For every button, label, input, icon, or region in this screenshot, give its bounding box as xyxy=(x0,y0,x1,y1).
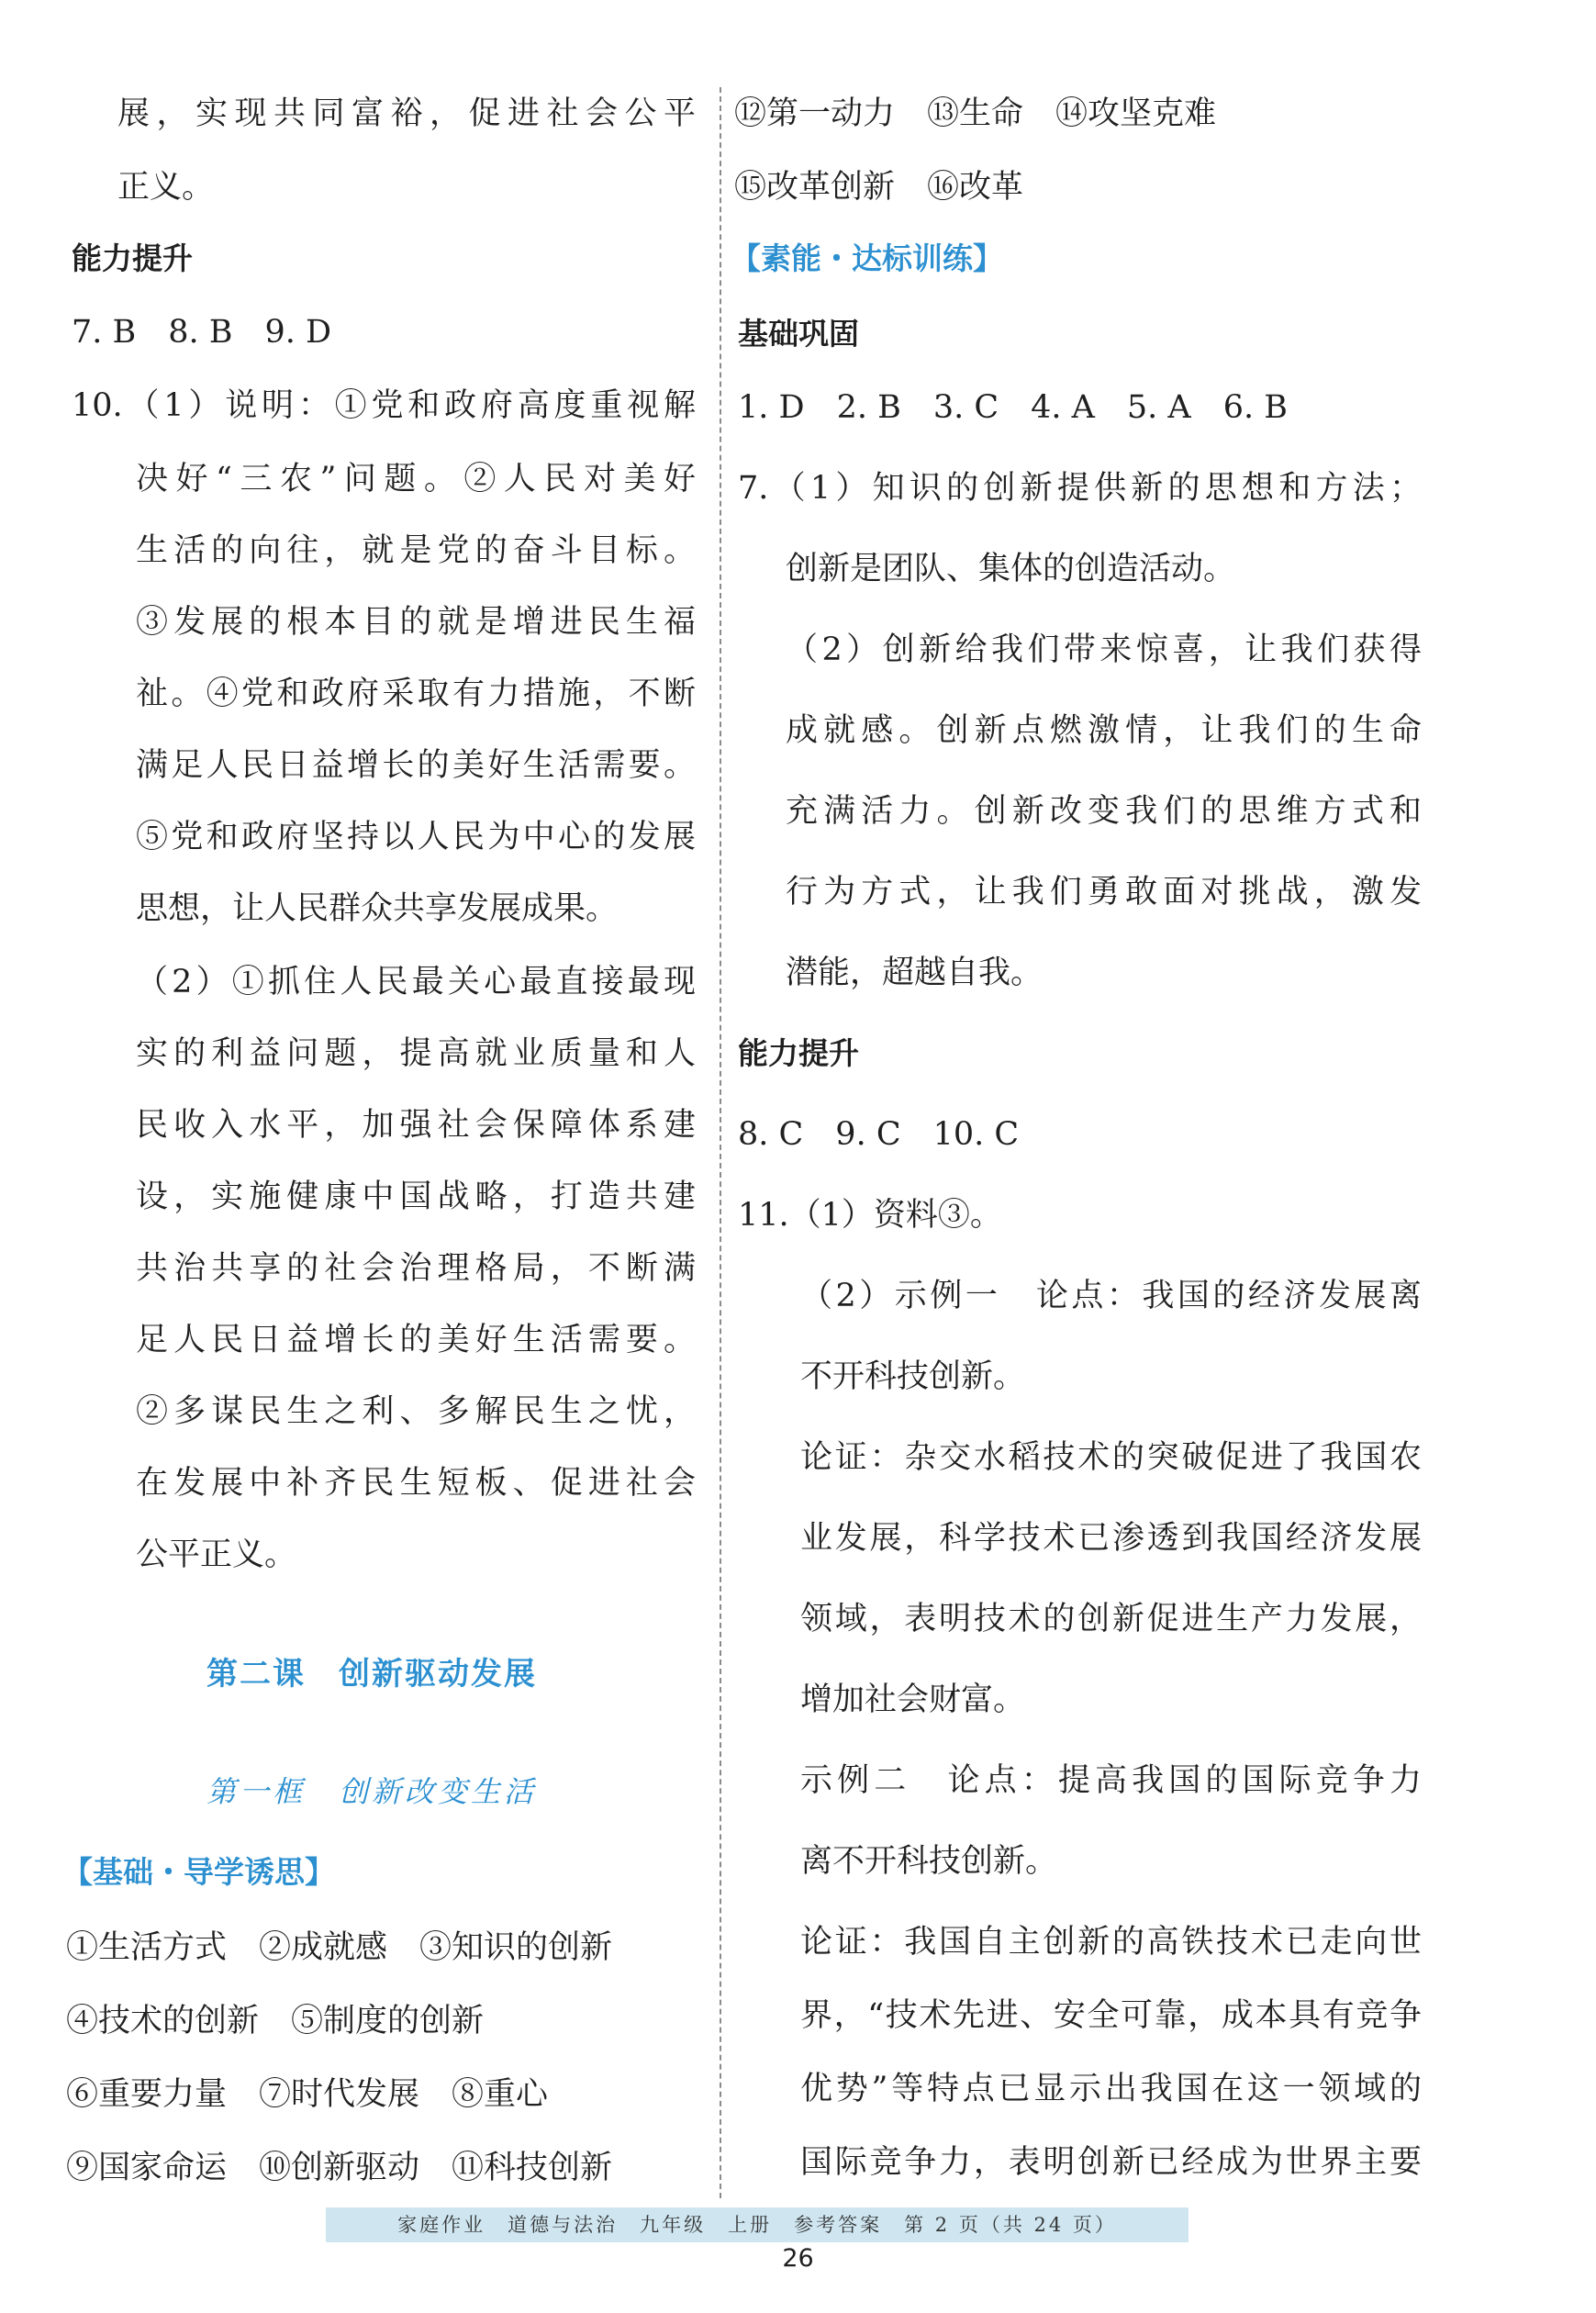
page-number: 26 xyxy=(782,2244,814,2273)
answer-line: 8. C 9. C 10. C xyxy=(738,1116,1020,1153)
section-heading-basic: 基础巩固 xyxy=(738,316,859,352)
answer-line: 成就感。创新点燃激情，让我们的生命 xyxy=(786,712,1422,749)
answer-line: 足人民日益增长的美好生活需要。 xyxy=(136,1322,696,1358)
answer-line: 11.（1）资料③。 xyxy=(738,1197,1002,1234)
section-heading-ability: 能力提升 xyxy=(738,1035,859,1071)
answer-line: 设，实施健康中国战略，打造共建 xyxy=(136,1179,696,1215)
right-line: ⑫第一动力 ⑬生命 ⑭攻坚克难 xyxy=(734,95,1217,132)
answer-line: 实的利益问题，提高就业质量和人 xyxy=(136,1035,696,1072)
answer-line: 7. B 8. B 9. D xyxy=(72,314,332,351)
answer-line: 在发展中补齐民生短板、促进社会 xyxy=(136,1465,696,1502)
training-heading: 【素能・达标训练】 xyxy=(731,240,1003,276)
frame-title: 第一框 创新改变生活 xyxy=(206,1774,538,1809)
answer-line: 增加社会财富。 xyxy=(800,1682,1026,1718)
answer-line: 界，“技术先进、安全可靠，成本具有竞争 xyxy=(800,1997,1422,2034)
answer-line: 生活的向往，就是党的奋斗目标。 xyxy=(136,532,696,569)
guide-line: ④技术的创新 ⑤制度的创新 xyxy=(66,2003,485,2039)
lesson-title: 第二课 创新驱动发展 xyxy=(206,1656,537,1693)
section-heading-ability: 能力提升 xyxy=(72,240,193,276)
answer-line: 国际竞争力，表明创新已经成为世界主要 xyxy=(800,2144,1422,2181)
column-divider xyxy=(720,87,721,2198)
answer-line: 优势”等特点已显示出我国在这一领域的 xyxy=(800,2071,1422,2107)
footer-text: 家庭作业 道德与法治 九年级 上册 参考答案 第 2 页（共 24 页） xyxy=(397,2214,1117,2236)
right-line: ⑮改革创新 ⑯改革 xyxy=(734,169,1024,206)
left-line: 正义。 xyxy=(117,169,215,206)
answer-line: 决好“三农”问题。②人民对美好 xyxy=(136,461,696,497)
answer-line: 共治共享的社会治理格局，不断满 xyxy=(136,1250,696,1287)
answer-line: 充满活力。创新改变我们的思维方式和 xyxy=(786,793,1422,830)
answer-line: 论证：我国自主创新的高铁技术已走向世 xyxy=(800,1924,1422,1961)
answer-line: 思想，让人民群众共享发展成果。 xyxy=(136,890,619,927)
answer-line: ②多谋民生之利、多解民生之忧， xyxy=(136,1393,696,1430)
answer-line: 论证：杂交水稻技术的突破促进了我国农 xyxy=(800,1439,1422,1476)
answer-line: 不开科技创新。 xyxy=(800,1358,1026,1395)
left-line: 展，实现共同富裕，促进社会公平 xyxy=(117,95,696,132)
answer-line: ③发展的根本目的就是增进民生福 xyxy=(136,604,696,641)
guide-line: ①生活方式 ②成就感 ③知识的创新 xyxy=(66,1929,613,1966)
answer-line: 创新是团队、集体的创造活动。 xyxy=(786,551,1236,587)
answer-line: 潜能，超越自我。 xyxy=(786,955,1044,991)
answer-line: ⑤党和政府坚持以人民为中心的发展 xyxy=(136,819,696,855)
answer-line: 离不开科技创新。 xyxy=(800,1843,1058,1880)
guide-line: ⑥重要力量 ⑦时代发展 ⑧重心 xyxy=(66,2076,549,2113)
answer-line: （2）示例一 论点：我国的经济发展离 xyxy=(800,1278,1422,1314)
answer-line: 业发展，科学技术已渗透到我国经济发展 xyxy=(800,1520,1422,1557)
answer-line: 满足人民日益增长的美好生活需要。 xyxy=(136,747,696,784)
answer-line: 1. D 2. B 3. C 4. A 5. A 6. B xyxy=(738,389,1288,426)
answer-line: 10.（1）说明：①党和政府高度重视解 xyxy=(72,387,696,424)
answer-line: （2）①抓住人民最关心最直接最现 xyxy=(136,964,696,1000)
answer-line: 示例二 论点：提高我国的国际竞争力 xyxy=(800,1762,1422,1799)
answer-line: 领域，表明技术的创新促进生产力发展， xyxy=(800,1601,1422,1637)
answer-line: 公平正义。 xyxy=(136,1536,297,1573)
guide-heading: 【基础・导学诱思】 xyxy=(62,1854,335,1890)
answer-line: 行为方式，让我们勇敢面对挑战，激发 xyxy=(786,874,1422,911)
guide-line: ⑨国家命运 ⑩创新驱动 ⑪科技创新 xyxy=(66,2150,613,2186)
answer-line: 民收入水平，加强社会保障体系建 xyxy=(136,1107,696,1144)
answer-line: （2）创新给我们带来惊喜，让我们获得 xyxy=(786,631,1422,668)
answer-line: 7.（1）知识的创新提供新的思想和方法； xyxy=(738,470,1422,507)
answer-line: 祉。④党和政府采取有力措施，不断 xyxy=(136,676,696,712)
